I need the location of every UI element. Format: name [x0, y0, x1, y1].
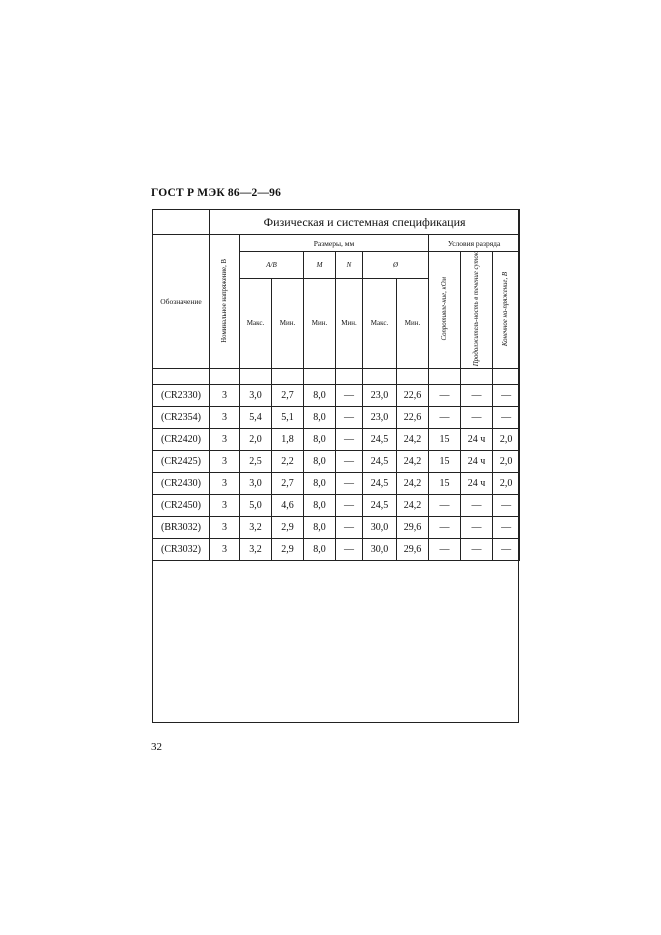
- cell-ab-max: 3,2: [240, 539, 272, 561]
- cell-end: 2,0: [493, 473, 520, 495]
- cell-n-min: —: [336, 539, 363, 561]
- cell-v: 3: [210, 385, 240, 407]
- cell-d-min: 24,2: [397, 473, 429, 495]
- cell-n-min: —: [336, 429, 363, 451]
- table-title: Физическая и системная спецификация: [210, 210, 520, 235]
- cell-d-min: 24,2: [397, 495, 429, 517]
- corner-cell: [153, 210, 210, 235]
- n-min-header: Мин.: [336, 278, 363, 369]
- duration-header-label: Продолжитель-ность в течение суток: [472, 252, 480, 367]
- cell-ab-min: 2,9: [272, 539, 304, 561]
- cell-dur: —: [461, 495, 493, 517]
- cell-ab-min: 2,9: [272, 517, 304, 539]
- cell-n-min: —: [336, 385, 363, 407]
- table-row: [153, 517, 520, 539]
- cell-dur: 24 ч: [461, 473, 493, 495]
- dimensions-group-header: Размеры, мм: [240, 235, 429, 252]
- designation-header-label: Обозначение: [160, 297, 202, 307]
- cell-ab-max: 3,2: [240, 517, 272, 539]
- cell-res: 15: [429, 451, 461, 473]
- cell-n-min: —: [336, 451, 363, 473]
- cell-name: (CR2425): [153, 451, 210, 473]
- cell-name: (CR2354): [153, 407, 210, 429]
- cell-ab-min: 2,7: [272, 473, 304, 495]
- cell-v: 3: [210, 451, 240, 473]
- cell-dur: —: [461, 407, 493, 429]
- table-row: [153, 495, 520, 517]
- cell-d-min: 24,2: [397, 451, 429, 473]
- cell-end: —: [493, 517, 520, 539]
- cell-d-max: 23,0: [363, 385, 397, 407]
- cell-n-min: —: [336, 495, 363, 517]
- cell-m-min: 8,0: [304, 429, 336, 451]
- table-row: [153, 473, 520, 495]
- cell-name: (CR2330): [153, 385, 210, 407]
- cell-v: 3: [210, 517, 240, 539]
- cell-n-min: —: [336, 473, 363, 495]
- ab-min-header: Мин.: [272, 278, 304, 369]
- cell-d-max: 24,5: [363, 451, 397, 473]
- cell-n-min: —: [336, 407, 363, 429]
- resistance-header-label: Сопротивле-ние, кОм: [440, 277, 448, 341]
- designation-header: [153, 235, 210, 369]
- cell-res: —: [429, 407, 461, 429]
- cell-end: 2,0: [493, 451, 520, 473]
- diameter-header: Ø: [363, 252, 429, 279]
- cell-d-max: 30,0: [363, 539, 397, 561]
- table-row: [153, 539, 520, 561]
- cell-end: —: [493, 539, 520, 561]
- ab-max-header: Макс.: [240, 278, 272, 369]
- end-voltage-header: [493, 252, 520, 369]
- cell-d-min: 24,2: [397, 429, 429, 451]
- cell-ab-max: 2,5: [240, 451, 272, 473]
- voltage-header: [210, 235, 240, 369]
- cell-ab-min: 1,8: [272, 429, 304, 451]
- cell-res: 15: [429, 429, 461, 451]
- cell-res: —: [429, 539, 461, 561]
- cell-m-min: 8,0: [304, 407, 336, 429]
- cell-m-min: 8,0: [304, 495, 336, 517]
- cell-d-min: 22,6: [397, 385, 429, 407]
- cell-res: —: [429, 385, 461, 407]
- cell-d-min: 29,6: [397, 517, 429, 539]
- table-row: [153, 429, 520, 451]
- cell-dur: —: [461, 517, 493, 539]
- cell-d-max: 24,5: [363, 495, 397, 517]
- document-header: ГОСТ Р МЭК 86—2—96: [151, 187, 282, 199]
- table-body: [153, 385, 520, 561]
- cell-name: (CR2420): [153, 429, 210, 451]
- voltage-header-label: Номинальное напряжение, В: [220, 258, 228, 343]
- cell-res: —: [429, 495, 461, 517]
- cell-end: 2,0: [493, 429, 520, 451]
- page-number: 32: [151, 741, 162, 753]
- diam-max-header: Макс.: [363, 278, 397, 369]
- cell-end: —: [493, 495, 520, 517]
- resistance-header: [429, 252, 461, 369]
- cell-v: 3: [210, 495, 240, 517]
- spacer-row: [153, 369, 520, 385]
- cell-ab-min: 5,1: [272, 407, 304, 429]
- cell-dur: 24 ч: [461, 429, 493, 451]
- cell-dur: 24 ч: [461, 451, 493, 473]
- cell-ab-min: 4,6: [272, 495, 304, 517]
- cell-m-min: 8,0: [304, 385, 336, 407]
- cell-dur: —: [461, 385, 493, 407]
- cell-end: —: [493, 407, 520, 429]
- cell-m-min: 8,0: [304, 451, 336, 473]
- discharge-group-header: Условия разряда: [429, 235, 520, 252]
- cell-name: (BR3032): [153, 517, 210, 539]
- cell-res: —: [429, 517, 461, 539]
- cell-d-max: 24,5: [363, 429, 397, 451]
- spec-table: [152, 209, 520, 561]
- m-header: М: [304, 252, 336, 279]
- cell-v: 3: [210, 407, 240, 429]
- cell-d-min: 22,6: [397, 407, 429, 429]
- cell-v: 3: [210, 429, 240, 451]
- table-row: [153, 385, 520, 407]
- cell-ab-max: 5,4: [240, 407, 272, 429]
- n-header: N: [336, 252, 363, 279]
- diam-min-header: Мин.: [397, 278, 429, 369]
- cell-ab-min: 2,7: [272, 385, 304, 407]
- duration-header: [461, 252, 493, 369]
- cell-ab-min: 2,2: [272, 451, 304, 473]
- table-row: [153, 407, 520, 429]
- end-voltage-header-label: Конечное на-пряжение, В: [502, 272, 510, 347]
- cell-d-min: 29,6: [397, 539, 429, 561]
- cell-ab-max: 2,0: [240, 429, 272, 451]
- cell-m-min: 8,0: [304, 517, 336, 539]
- cell-d-max: 24,5: [363, 473, 397, 495]
- cell-dur: —: [461, 539, 493, 561]
- cell-name: (CR2450): [153, 495, 210, 517]
- cell-n-min: —: [336, 517, 363, 539]
- m-min-header: Мин.: [304, 278, 336, 369]
- cell-ab-max: 3,0: [240, 385, 272, 407]
- cell-res: 15: [429, 473, 461, 495]
- cell-v: 3: [210, 539, 240, 561]
- cell-d-max: 23,0: [363, 407, 397, 429]
- cell-name: (CR2430): [153, 473, 210, 495]
- ab-header: А/В: [240, 252, 304, 279]
- cell-name: (CR3032): [153, 539, 210, 561]
- cell-end: —: [493, 385, 520, 407]
- cell-v: 3: [210, 473, 240, 495]
- cell-ab-max: 5,0: [240, 495, 272, 517]
- cell-d-max: 30,0: [363, 517, 397, 539]
- cell-ab-max: 3,0: [240, 473, 272, 495]
- cell-m-min: 8,0: [304, 473, 336, 495]
- cell-m-min: 8,0: [304, 539, 336, 561]
- table-row: [153, 451, 520, 473]
